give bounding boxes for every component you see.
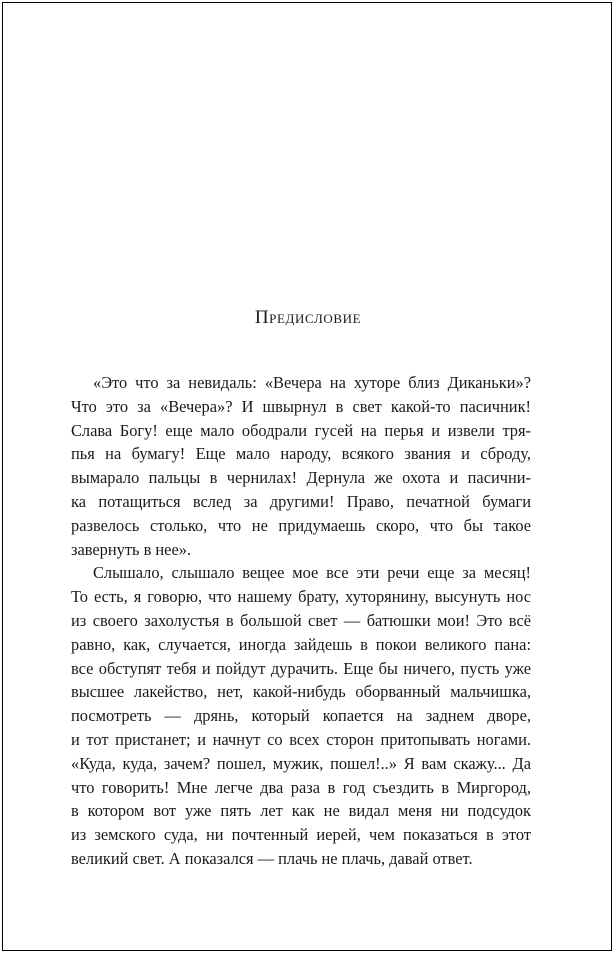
text-line: в котором вот уже пять лет как не видал меня ни подсудок: [71, 801, 531, 821]
text-line: равно, как, случается, иногда зайдешь в покои великого пана:: [71, 634, 531, 654]
body-text: [71, 371, 531, 871]
text-line: «Это что за невидаль: «Вечера на хуторе близ Диканьки»?: [93, 373, 531, 392]
page-title: Предисловие: [254, 307, 362, 328]
text-line: «Куда, куда, зачем? пошел, мужик, пошел!..» Я вам скажу... Да: [71, 753, 531, 773]
text-line: пья на бумагу! Еще мало народу, всякого звания и сброду,: [71, 444, 531, 464]
text-line: из земского суда, ни почтенный иерей, чем показаться в этот: [71, 825, 531, 845]
text-line: вымарало пальцы в чернилах! Дернула же охота и пасични-: [71, 468, 531, 488]
text-line: что говорить! Мне легче два раза в год съездить в Миргород,: [71, 777, 531, 797]
text-line: и тот пристанет; и начнут со всех сторон притопывать ногами.: [71, 729, 531, 749]
text-line: высшее лакейство, нет, какой-нибудь оборванный мальчишка,: [71, 682, 531, 702]
text-line: Слава Богу! еще мало ободрали гусей на перья и извели тря-: [71, 420, 531, 440]
text-line: из своего захолустья в большой свет — батюшки мои! Это всё: [71, 610, 531, 630]
text-line: посмотреть — дрянь, который копается на заднем дворе,: [71, 706, 531, 726]
text-line: все обступят тебя и пойдут дурачить. Еще бы ничего, пусть уже: [71, 658, 531, 678]
text-line: Что это за «Вечера»? И швырнул в свет какой-то пасичник!: [71, 396, 531, 416]
text-line: ка потащиться вслед за другими! Право, печатной бумаги: [71, 491, 531, 511]
text-line: То есть, я говорю, что нашему брату, хуторянину, высунуть нос: [71, 587, 531, 607]
text-line: великий свет. А показался — плачь не плачь, давай ответ.: [71, 848, 473, 868]
text-line: Слышало, слышало вещее мое все эти речи еще за месяц!: [93, 563, 531, 583]
text-line: завернуть в нее».: [71, 539, 192, 559]
text-line: развелось столько, что не придумаешь скоро, что бы такое: [71, 515, 531, 535]
